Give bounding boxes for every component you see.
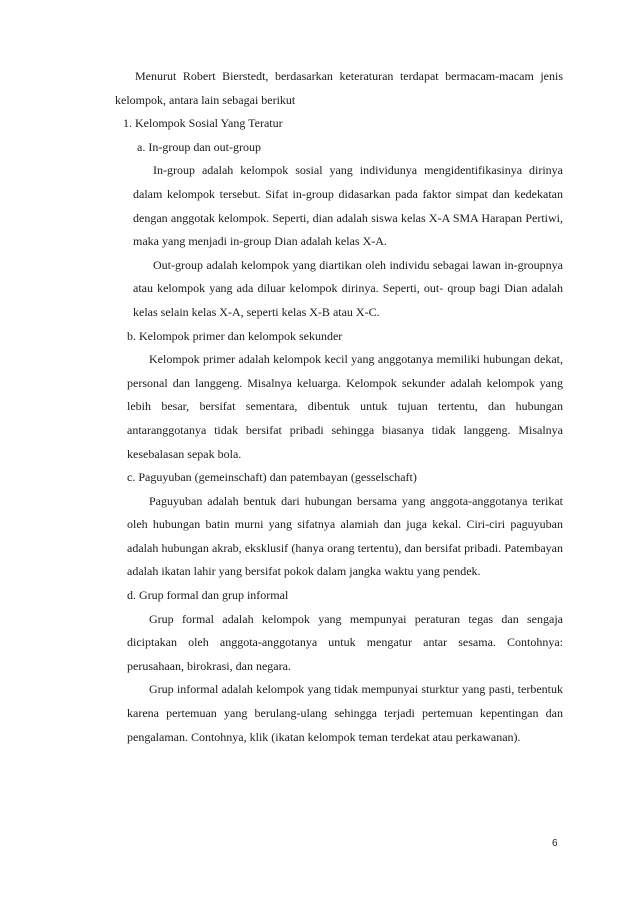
subsection-d-heading: d. Grup formal dan grup informal bbox=[127, 588, 289, 603]
primer-sekunder-paragraph: Kelompok primer adalah kelompok kecil yang anggotanya memiliki hubungan dekat, personal dan langgeng. Misalnya keluarga. Kelompok sekunder adalah kelompok yang lebih besar, bersifat sementara, dibentuk untuk tujuan tertentu, dan hubungan antaranggotanya tidak bersifat pribadi sehingga biasanya tidak langgeng. Misalnya kesebalasan sepak bola. bbox=[127, 352, 563, 461]
subsection-c-heading: c. Paguyuban (gemeinschaft) dan patembayan (gesselschaft) bbox=[127, 470, 417, 485]
grup-formal-paragraph: Grup formal adalah kelompok yang mempunyai peraturan tegas dan sengaja diciptakan oleh anggota-anggotanya untuk mengatur antar sesama. Contohnya: perusahaan, birokrasi, dan negara. bbox=[127, 611, 563, 673]
paguyuban-paragraph: Paguyuban adalah bentuk dari hubungan bersama yang anggota-anggotanya terikat oleh hubungan batin murni yang sifatnya alamiah dan juga kekal. Ciri-ciri paguyuban adalah hubungan akrab, eksklusif (hanya orang tertentu), dan bersifat pribadi. Patembayan adalah ikatan lahir yang bersifat pokok dalam jangka waktu yang pendek. bbox=[127, 493, 563, 579]
in-group-paragraph: In-group adalah kelompok sosial yang individunya mengidentifikasinya dirinya dalam kelompok tersebut. Sifat in-group didasarkan pada faktor simpat dan kedekatan dengan anggotak kelompok. Seperti, dian adalah siswa kelas X-A SMA Harapan Pertiwi, maka yang menjadi in-group Dian adalah kelas X-A. bbox=[133, 163, 563, 249]
intro-paragraph: Menurut Robert Bierstedt, berdasarkan keteraturan terdapat bermacam-macam jenis kelompok, antara lain sebagai berikut bbox=[115, 69, 563, 107]
section-1-heading: 1. Kelompok Sosial Yang Teratur bbox=[123, 116, 283, 131]
out-group-paragraph: Out-group adalah kelompok yang diartikan oleh individu sebagai lawan in-groupnya atau kelompok yang ada diluar kelompok dirinya. Seperti, out- qroup bagi Dian adalah kelas selain kelas X-A, seperti kelas X-B atau X-C. bbox=[133, 257, 563, 319]
page-content bbox=[115, 65, 563, 749]
page-number: 6 bbox=[552, 838, 558, 849]
subsection-b-heading: b. Kelompok primer dan kelompok sekunder bbox=[127, 328, 343, 343]
grup-informal-paragraph: Grup informal adalah kelompok yang tidak mempunyai sturktur yang pasti, terbentuk karena pertemuan yang berulang-ulang sehingga terjadi pertemuan kepentingan dan pengalaman. Contohnya, klik (ikatan kelompok teman terdekat atau perkawanan). bbox=[127, 682, 563, 744]
subsection-a-heading: a. In-group dan out-group bbox=[137, 139, 261, 154]
